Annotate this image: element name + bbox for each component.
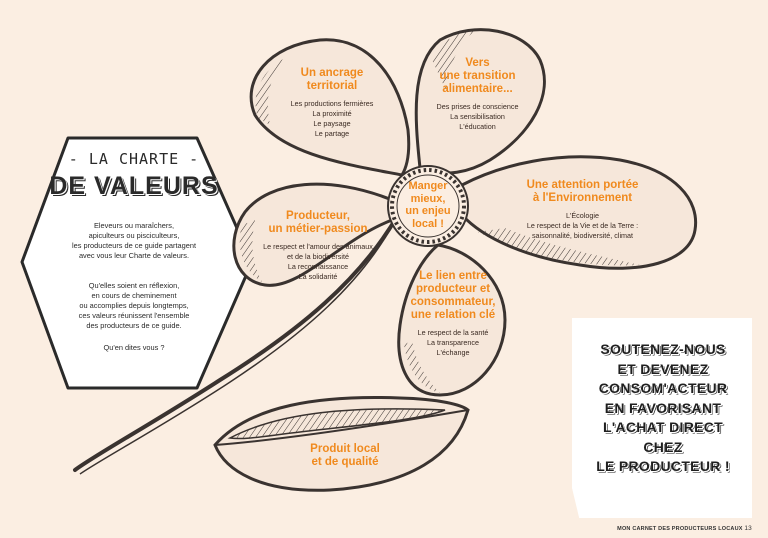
leaf-text: Produit local et de qualité (310, 443, 380, 468)
petal-ancrage-text (272, 67, 392, 139)
petal-metier-items: Le respect et l'amour des animaux et de la biodiversité La reconnaissance La solidarité (263, 242, 373, 281)
petal-lien-text (398, 270, 508, 358)
charte-title-top: - LA CHARTE - (68, 150, 200, 168)
petal-metier-title: Producteur, un métier-passion (268, 210, 368, 235)
cta-text: SOUTENEZ-NOUS ET DEVENEZ CONSOM'ACTEUR EN FAVORISANT L'ACHAT DIRECT CHEZ LE PRODUCTEUR ! (596, 341, 730, 474)
petal-transition-items: Des prises de conscience La sensibilisation L'éducation (436, 102, 519, 131)
petal-transition-title: Vers une transition alimentaire... (439, 57, 516, 95)
petal-environnement-items: L'Écologie Le respect de la Vie et de la Terre : saisonnalité, biodiversité, climat (526, 211, 639, 240)
petal-environnement-title: Une attention portée à l'Environnement (526, 179, 639, 204)
center-text: Manger mieux, un enjeu local ! (405, 180, 451, 230)
charte-title-main: DE VALEURS (49, 172, 219, 200)
charte-paragraph-1: Eleveurs ou maraîchers, apiculteurs ou pisciculteurs, les producteurs de ce guide partagent avec vous leur Charte de valeurs. (71, 221, 197, 260)
petal-ancrage-title: Un ancrage territorial (300, 67, 364, 92)
footer-text: MON CARNET DES PRODUCTEURS LOCAUX (617, 526, 743, 532)
charte-question: Qu'en dites vous ? (103, 343, 165, 352)
page-number: 13 (744, 525, 752, 532)
petal-metier-text (248, 210, 388, 282)
petal-ancrage-items: Les productions fermières La proximité Le paysage Le partage (290, 99, 374, 138)
petal-lien-items: Le respect de la santé La transparence L'échange (417, 328, 489, 357)
charte-paragraph-2: Qu'elles soient en réflexion, en cours de cheminement ou accomplies depuis longtemps, ces valeurs réunissent l'ensemble des producteurs de ce guide. (78, 281, 190, 330)
petal-environnement-text (490, 179, 675, 241)
charte-block (34, 150, 234, 353)
page-footer (617, 525, 752, 532)
petal-transition-text (420, 57, 535, 132)
petal-lien-title: Le lien entre producteur et consommateur, une relation clé (410, 270, 496, 321)
